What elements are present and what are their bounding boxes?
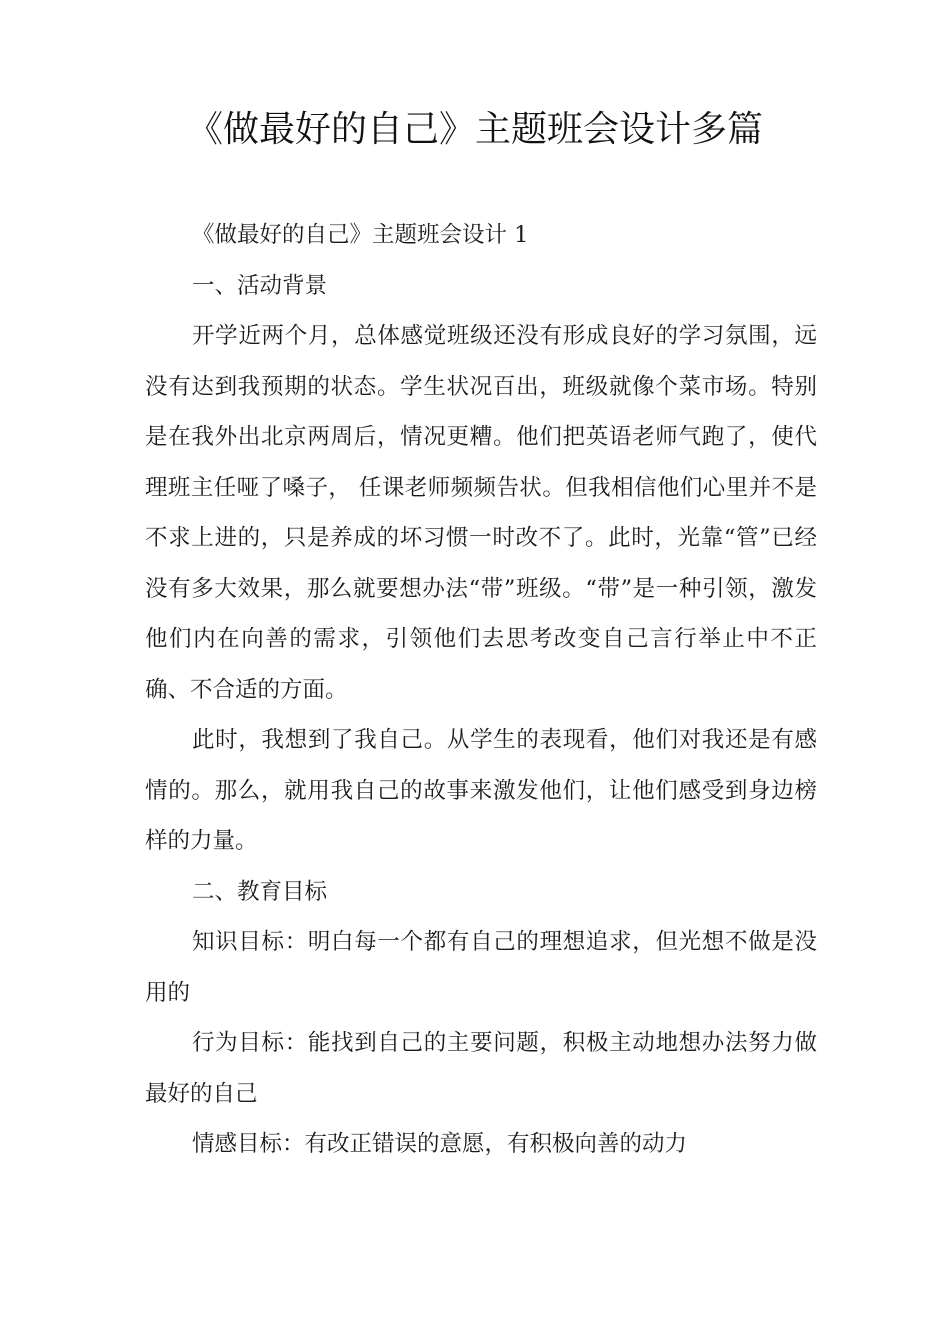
section-heading: 一、活动背景 — [192, 272, 328, 299]
paragraph: 情感目标：有改正错误的意愿，有积极向善的动力 — [192, 1131, 688, 1157]
paragraph: 行为目标：能找到自己的主要问题，积极主动地想办法努力做最好的自己 — [145, 1030, 817, 1107]
paragraph: 知识目标：明白每一个都有自己的理想追求，但光想不做是没用的 — [145, 929, 817, 1006]
section-heading: 《做最好的自己》主题班会设计 1 — [192, 222, 529, 248]
paragraph: 此时，我想到了我自己。从学生的表现看，他们对我还是有感情的。那么，就用我自己的故事来激发他们，让他们感受到身边榜样的力量。 — [145, 727, 817, 854]
section-heading: 二、教育目标 — [192, 878, 328, 905]
document-title: 《做最好的自己》主题班会设计多篇 — [186, 109, 763, 150]
paragraph: 开学近两个月，总体感觉班级还没有形成良好的学习氛围，远没有达到我预期的状态。学生状况百出，班级就像个菜市场。特别是在我外出北京两周后，情况更糟。他们把英语老师气跑了，使代理班主任哑了嗓子， 任课老师频频告状。但我相信他们心里并不是不求上进的，只是养成的坏习惯一时改不了。此时，光靠“管”已经没有多大效果，那么就要想办法“带”班级。“带”是一种引领，激发他们内在向善的需求，引领他们去思考改变自己言行举止中不正确、不合适的方面。 — [145, 323, 817, 703]
document-body — [145, 210, 817, 1170]
